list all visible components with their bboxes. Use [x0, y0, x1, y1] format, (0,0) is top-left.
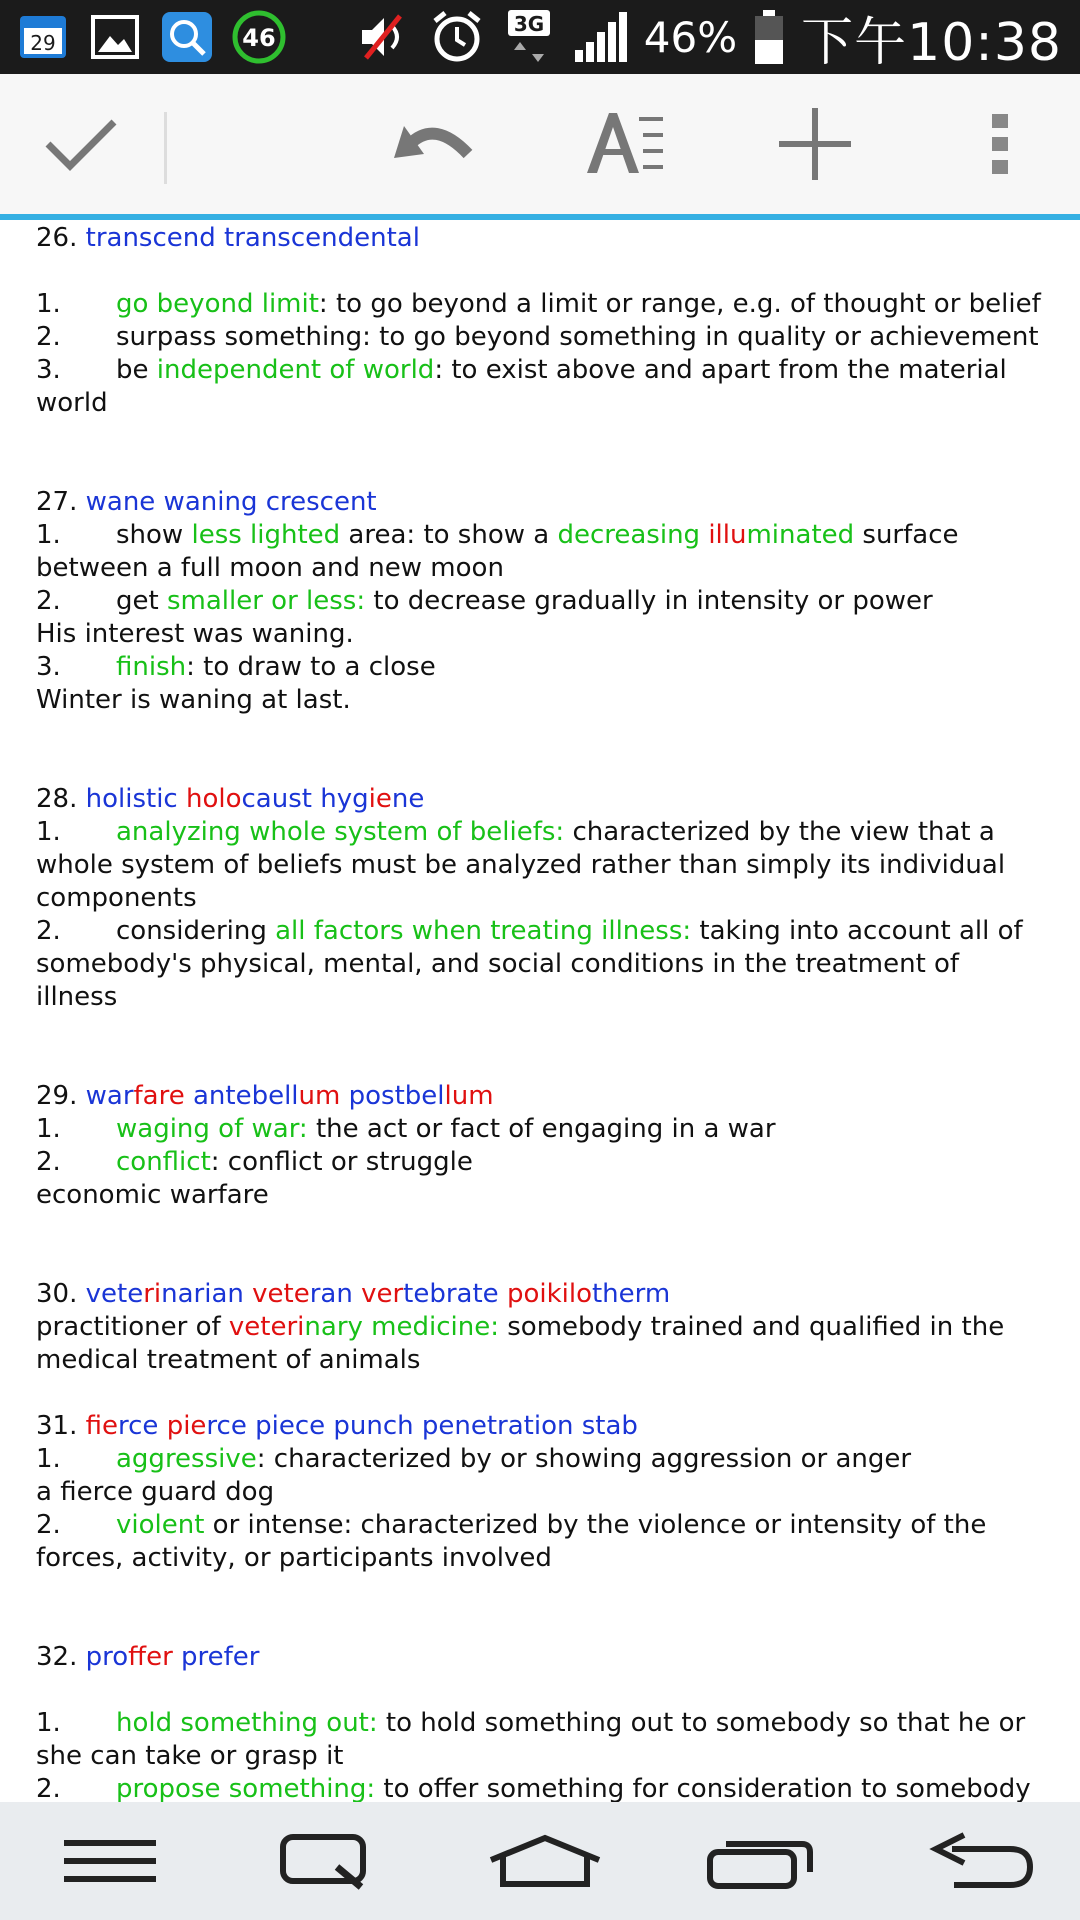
- document-body[interactable]: [36, 222, 1046, 1802]
- definition-number: 2.: [36, 1774, 61, 1802]
- alarm-icon: [428, 8, 486, 66]
- definition-number: 2.: [36, 1510, 61, 1540]
- menu-icon: [60, 1836, 160, 1886]
- text-run: to hold something out to somebody so that he or she can take or grasp it: [36, 1708, 1026, 1771]
- text-run: surpass something: to go beyond something in quality or achievement: [116, 322, 1039, 352]
- definition-line: [36, 354, 1046, 420]
- overflow-menu-icon: [988, 112, 1012, 176]
- text-run: vete: [85, 1279, 144, 1309]
- definition-line: [36, 1443, 1046, 1476]
- definition-line: [36, 915, 1046, 1014]
- overflow-menu-button[interactable]: [970, 74, 1030, 214]
- definition-number: 2.: [36, 916, 61, 946]
- text-run: independent of world: [156, 355, 435, 385]
- battery-percent: 46%: [643, 12, 738, 62]
- add-button[interactable]: [770, 74, 860, 214]
- text-run: the act or fact of engaging in a war: [307, 1114, 776, 1144]
- definition-line: [36, 1707, 1046, 1773]
- definition-line: [36, 1773, 1046, 1802]
- text-run: : characterized by or showing aggression or anger: [256, 1444, 912, 1474]
- notification-badge-icon: [230, 8, 288, 66]
- muted-volume-icon: [356, 8, 414, 66]
- definition-line: [36, 1509, 1046, 1575]
- text-run: holo: [185, 784, 242, 814]
- definition-line: [36, 1113, 1046, 1146]
- entry-heading: [36, 1080, 1046, 1113]
- text-run: : to go beyond a limit or range, e.g. of thought or belief: [318, 289, 1041, 319]
- definition-number: 2.: [36, 322, 61, 352]
- definition-number: 1.: [36, 817, 61, 847]
- example-sentence: His interest was waning.: [36, 619, 354, 649]
- text-run: decreasing: [557, 520, 701, 550]
- clock: 下午10:38: [801, 12, 1062, 73]
- text-run: um: [298, 1081, 341, 1111]
- text-run: veteri: [228, 1312, 305, 1342]
- definition-number: 1.: [36, 1708, 61, 1738]
- text-run: propose something:: [116, 1774, 376, 1802]
- text-run: characterized by the view that a whole system of beliefs must be analyzed rather than simply its individual components: [36, 817, 1006, 913]
- text-run: ri: [143, 1279, 162, 1309]
- text-run: analyzing whole system of beliefs:: [116, 817, 565, 847]
- text-run: somebody trained and qualified in the medical treatment of animals: [36, 1312, 1005, 1375]
- status-bar: [0, 0, 1080, 74]
- text-run: 31.: [36, 1411, 86, 1441]
- text-run: aggressive: [116, 1444, 257, 1474]
- text-run: : to draw to a close: [186, 652, 436, 682]
- text-run: hold something out:: [116, 1708, 378, 1738]
- spacer: [36, 420, 1046, 486]
- text-run: nary medicine:: [304, 1312, 499, 1342]
- definition-number: 1.: [36, 520, 61, 550]
- definition-number: 1.: [36, 1114, 61, 1144]
- text-run: : conflict or struggle: [210, 1147, 473, 1177]
- text-run: rce: [118, 1411, 167, 1441]
- menu-button[interactable]: [50, 1802, 170, 1920]
- text-run: 26.: [36, 223, 86, 253]
- editor-toolbar: [0, 74, 1080, 220]
- network-type: 3G: [513, 12, 544, 36]
- text-run: war: [85, 1081, 134, 1111]
- signal-strength-icon: [572, 8, 630, 66]
- text-run: prefer: [172, 1642, 260, 1672]
- text-run: go beyond limit: [116, 289, 319, 319]
- text-run: lum: [444, 1081, 494, 1111]
- definition-line: [36, 1311, 1046, 1377]
- search-icon: [277, 1831, 373, 1891]
- entry-heading: [36, 783, 1046, 816]
- definition-number: 1.: [36, 289, 61, 319]
- definition-number: 2.: [36, 1147, 61, 1177]
- check-icon: [40, 114, 120, 174]
- definition-line: [36, 519, 1046, 585]
- undo-icon: [390, 114, 480, 174]
- text-run: 27.: [36, 487, 86, 517]
- text-run: therm: [591, 1279, 671, 1309]
- text-run: tebrate: [403, 1279, 507, 1309]
- text-run: 32.: [36, 1642, 86, 1672]
- text-run: fie: [85, 1411, 118, 1441]
- text-run: considering: [116, 916, 276, 946]
- spacer: [36, 717, 1046, 783]
- text-run: vete: [252, 1279, 310, 1309]
- text-run: ne: [391, 784, 425, 814]
- recent-apps-button[interactable]: [700, 1802, 820, 1920]
- back-button[interactable]: [920, 1802, 1040, 1920]
- text-run: taking into account all of somebody's physical, mental, and social conditions in the treatment of illness: [36, 916, 1023, 1012]
- notification-count: 46: [242, 24, 276, 52]
- text-run: conflict: [116, 1147, 211, 1177]
- home-button[interactable]: [480, 1802, 610, 1920]
- calendar-date: 29: [30, 31, 56, 55]
- text-run: narian: [161, 1279, 253, 1309]
- entry-heading: [36, 486, 1046, 519]
- text-run: illu: [708, 520, 747, 550]
- recent-apps-icon: [706, 1832, 814, 1890]
- text-run: poikilo: [506, 1279, 592, 1309]
- definition-line: [36, 288, 1046, 321]
- text-run: get: [116, 586, 167, 616]
- definition-number: 3.: [36, 355, 61, 385]
- calendar-icon: [14, 8, 72, 66]
- text-run: rce piece punch penetration stab: [206, 1411, 638, 1441]
- definition-number: 1.: [36, 1444, 61, 1474]
- definition-number: 3.: [36, 652, 61, 682]
- text-run: practitioner of: [36, 1312, 229, 1342]
- gallery-icon: [86, 8, 144, 66]
- text-run: caust hyg: [241, 784, 369, 814]
- entry-heading: [36, 222, 1046, 255]
- text-run: 30.: [36, 1279, 86, 1309]
- text-run: all factors when treating illness:: [275, 916, 692, 946]
- spacer: [36, 1377, 1046, 1410]
- text-run: 28.: [36, 784, 86, 814]
- text-run: area: to show a: [340, 520, 558, 550]
- text-run: be: [116, 355, 157, 385]
- text-run: ie: [368, 784, 392, 814]
- toolbar-divider: [164, 112, 167, 184]
- text-run: pro: [85, 1642, 129, 1672]
- text-run: finish: [116, 652, 187, 682]
- text-run: antebell: [184, 1081, 299, 1111]
- definition-line: [36, 816, 1046, 915]
- entry-heading: [36, 1410, 1046, 1443]
- text-run: wane waning crescent: [85, 487, 377, 517]
- text-format-button[interactable]: [575, 74, 675, 214]
- back-icon: [924, 1831, 1036, 1891]
- spacer: [36, 1575, 1046, 1641]
- text-run: 29.: [36, 1081, 86, 1111]
- text-run: or intense: characterized by the violence or intensity of the forces, activity, or participants involved: [36, 1510, 987, 1573]
- text-run: fare: [133, 1081, 185, 1111]
- home-icon: [485, 1832, 605, 1890]
- text-run: : to exist above and apart from the material world: [36, 355, 1007, 418]
- text-run: to offer something for consideration to somebody: [375, 1774, 1031, 1802]
- dictionary-app-icon: [158, 8, 216, 66]
- blank-line: [36, 255, 1046, 288]
- text-run: minated: [746, 520, 855, 550]
- entry-heading: [36, 1278, 1046, 1311]
- text-run: transcend transcendental: [85, 223, 420, 253]
- text-run: show: [116, 520, 192, 550]
- undo-button[interactable]: [380, 74, 490, 214]
- example-sentence: Winter is waning at last.: [36, 685, 351, 715]
- spacer: [36, 1014, 1046, 1080]
- text-run: less lighted: [191, 520, 341, 550]
- battery-icon: [751, 8, 787, 66]
- search-button[interactable]: [270, 1802, 380, 1920]
- entry-heading: [36, 1641, 1046, 1674]
- spacer: [36, 1212, 1046, 1278]
- example-sentence: a fierce guard dog: [36, 1477, 275, 1507]
- text-run: postbel: [340, 1081, 445, 1111]
- text-run: ver: [361, 1279, 404, 1309]
- definition-line: [36, 321, 1046, 354]
- definition-line: [36, 585, 1046, 618]
- text-run: pie: [166, 1411, 207, 1441]
- add-icon: [777, 106, 853, 182]
- done-button[interactable]: [30, 74, 130, 214]
- blank-line: [36, 1674, 1046, 1707]
- network-3g-icon: [500, 8, 558, 66]
- text-run: ffer: [128, 1642, 173, 1672]
- text-run: holistic: [85, 784, 186, 814]
- text-run: to decrease gradually in intensity or power: [365, 586, 933, 616]
- text-format-icon: [583, 109, 667, 179]
- definition-number: 2.: [36, 586, 61, 616]
- definition-line: [36, 1146, 1046, 1179]
- text-run: ran: [309, 1279, 362, 1309]
- text-run: surface between a full moon and new moon: [36, 520, 959, 583]
- text-run: violent: [116, 1510, 205, 1540]
- text-run: waging of war:: [116, 1114, 308, 1144]
- example-sentence: economic warfare: [36, 1180, 269, 1210]
- text-run: smaller or less:: [166, 586, 366, 616]
- navigation-bar: [0, 1802, 1080, 1920]
- definition-line: [36, 651, 1046, 684]
